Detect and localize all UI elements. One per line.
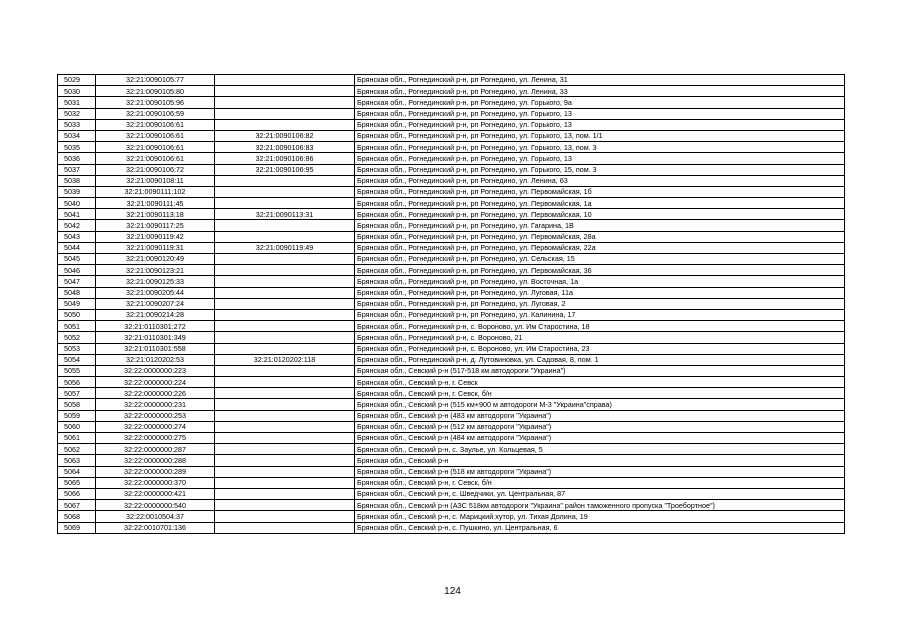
table-row [58,75,845,86]
related-cadastral-number-cell [215,175,355,186]
related-cadastral-number-cell [215,522,355,533]
related-cadastral-number-cell [215,276,355,287]
property-table [57,74,845,534]
related-cadastral-number-cell [215,119,355,130]
cadastral-number-cell: 32:22:0000000:288 [96,455,215,466]
address-cell: Брянская обл., Севский р-н (484 км автодороги "Украина") [355,433,845,444]
address-cell: Брянская обл., Рогнединский р-н, с. Вороново, 21 [355,332,845,343]
row-number-cell: 5050 [58,309,96,320]
address-cell: Брянская обл., Севский р-н (512 км автодороги "Украина") [355,421,845,432]
cadastral-number-cell: 32:22:0000000:231 [96,399,215,410]
row-number-cell: 5059 [58,410,96,421]
table-row [58,377,845,388]
row-number-cell: 5053 [58,343,96,354]
cadastral-number-cell: 32:21:0090106:72 [96,164,215,175]
address-cell: Брянская обл., Рогнединский р-н, д. Лутовиновка, ул. Садовая, 8, пом. 1 [355,354,845,365]
cadastral-number-cell: 32:22:0010701:136 [96,522,215,533]
cadastral-number-cell: 32:22:0000000:275 [96,433,215,444]
row-number-cell: 5035 [58,142,96,153]
related-cadastral-number-cell [215,108,355,119]
address-cell: Брянская обл., Рогнединский р-н, рп Рогнедино, ул. Первомайская, 22а [355,242,845,253]
table-row [58,276,845,287]
table-row [58,254,845,265]
related-cadastral-number-cell: 32:21:0090106:82 [215,130,355,141]
row-number-cell: 5045 [58,254,96,265]
address-cell: Брянская обл., Рогнединский р-н, рп Рогнедино, ул. Горького, 13 [355,119,845,130]
cadastral-number-cell: 32:22:0000000:289 [96,466,215,477]
table-row [58,466,845,477]
row-number-cell: 5067 [58,500,96,511]
related-cadastral-number-cell [215,500,355,511]
table-row [58,410,845,421]
address-cell: Брянская обл., Рогнединский р-н, рп Рогнедино, ул. Первомайская, 1а [355,198,845,209]
row-number-cell: 5055 [58,365,96,376]
related-cadastral-number-cell [215,97,355,108]
related-cadastral-number-cell [215,388,355,399]
table-row [58,198,845,209]
address-cell: Брянская обл., Севский р-н [355,455,845,466]
table-row [58,108,845,119]
address-cell: Брянская обл., Рогнединский р-н, рп Рогнедино, ул. Гагарина, 1В [355,220,845,231]
cadastral-number-cell: 32:21:0090125:33 [96,276,215,287]
address-cell: Брянская обл., Севский р-н (515 км+900 м автодороги М-3 "Украина"справа) [355,399,845,410]
address-cell: Брянская обл., Рогнединский р-н, с. Вороново, ул. Им Старостина, 18 [355,321,845,332]
address-cell: Брянская обл., Рогнединский р-н, рп Рогнедино, ул. Луговая, 2 [355,298,845,309]
address-cell: Брянская обл., Севский р-н, г. Севск, б/н [355,477,845,488]
related-cadastral-number-cell: 32:21:0090119:49 [215,242,355,253]
cadastral-number-cell: 32:21:0110301:349 [96,332,215,343]
cadastral-number-cell: 32:22:0000000:223 [96,365,215,376]
related-cadastral-number-cell [215,287,355,298]
address-cell: Брянская обл., Севский р-н, с. Шведчики, ул. Центральная, 87 [355,488,845,499]
related-cadastral-number-cell [215,186,355,197]
table-row [58,231,845,242]
table-row [58,186,845,197]
row-number-cell: 5062 [58,444,96,455]
table-row [58,500,845,511]
table-row [58,522,845,533]
row-number-cell: 5029 [58,75,96,86]
cadastral-number-cell: 32:21:0090106:59 [96,108,215,119]
table-row [58,242,845,253]
row-number-cell: 5069 [58,522,96,533]
cadastral-number-cell: 32:21:0090123:21 [96,265,215,276]
cadastral-number-cell: 32:21:0090119:42 [96,231,215,242]
page-number: 124 [444,586,461,597]
cadastral-number-cell: 32:21:0090119:31 [96,242,215,253]
address-cell: Брянская обл., Рогнединский р-н, рп Рогнедино, ул. Горького, 13 [355,108,845,119]
address-cell: Брянская обл., Севский р-н (483 км автодороги "Украина") [355,410,845,421]
cadastral-number-cell: 32:21:0090205:44 [96,287,215,298]
row-number-cell: 5054 [58,354,96,365]
related-cadastral-number-cell [215,265,355,276]
cadastral-number-cell: 32:21:0090106:61 [96,119,215,130]
cadastral-number-cell: 32:21:0090113:18 [96,209,215,220]
related-cadastral-number-cell [215,309,355,320]
row-number-cell: 5051 [58,321,96,332]
related-cadastral-number-cell [215,231,355,242]
table-row [58,298,845,309]
cadastral-number-cell: 32:21:0090111:45 [96,198,215,209]
cadastral-number-cell: 32:21:0090120:49 [96,254,215,265]
row-number-cell: 5060 [58,421,96,432]
table-row [58,209,845,220]
row-number-cell: 5033 [58,119,96,130]
cadastral-number-cell: 32:22:0000000:274 [96,421,215,432]
related-cadastral-number-cell: 32:21:0090106:86 [215,153,355,164]
cadastral-number-cell: 32:22:0010504:37 [96,511,215,522]
related-cadastral-number-cell [215,421,355,432]
cadastral-number-cell: 32:21:0090214:28 [96,309,215,320]
cadastral-number-cell: 32:21:0090111:102 [96,186,215,197]
related-cadastral-number-cell [215,466,355,477]
row-number-cell: 5037 [58,164,96,175]
cadastral-number-cell: 32:22:0000000:421 [96,488,215,499]
row-number-cell: 5047 [58,276,96,287]
table-row [58,399,845,410]
cadastral-number-cell: 32:21:0120202:53 [96,354,215,365]
row-number-cell: 5032 [58,108,96,119]
row-number-cell: 5058 [58,399,96,410]
table-row [58,130,845,141]
address-cell: Брянская обл., Рогнединский р-н, рп Рогнедино, ул. Ленина, 31 [355,75,845,86]
related-cadastral-number-cell [215,455,355,466]
related-cadastral-number-cell [215,410,355,421]
address-cell: Брянская обл., Севский р-н (518 км автодороги "Украина") [355,466,845,477]
related-cadastral-number-cell: 32:21:0120202:118 [215,354,355,365]
address-cell: Брянская обл., Рогнединский р-н, рп Рогнедино, ул. Горького, 9а [355,97,845,108]
row-number-cell: 5043 [58,231,96,242]
table-row [58,354,845,365]
property-table-body [58,75,845,534]
related-cadastral-number-cell [215,298,355,309]
row-number-cell: 5036 [58,153,96,164]
address-cell: Брянская обл., Рогнединский р-н, рп Рогнедино, ул. Первомайская, 1б [355,186,845,197]
address-cell: Брянская обл., Севский р-н, с. Заулье, ул. Кольцевая, 5 [355,444,845,455]
related-cadastral-number-cell [215,488,355,499]
row-number-cell: 5064 [58,466,96,477]
table-row [58,455,845,466]
related-cadastral-number-cell [215,511,355,522]
row-number-cell: 5031 [58,97,96,108]
cadastral-number-cell: 32:22:0000000:370 [96,477,215,488]
related-cadastral-number-cell [215,365,355,376]
table-row [58,175,845,186]
cadastral-number-cell: 32:21:0090207:24 [96,298,215,309]
row-number-cell: 5049 [58,298,96,309]
table-row [58,433,845,444]
table-row [58,477,845,488]
related-cadastral-number-cell [215,377,355,388]
cadastral-number-cell: 32:21:0110301:558 [96,343,215,354]
row-number-cell: 5063 [58,455,96,466]
table-row [58,153,845,164]
address-cell: Брянская обл., Рогнединский р-н, рп Рогнедино, ул. Восточная, 1а [355,276,845,287]
table-row [58,488,845,499]
row-number-cell: 5056 [58,377,96,388]
related-cadastral-number-cell [215,444,355,455]
cadastral-number-cell: 32:21:0090105:96 [96,97,215,108]
related-cadastral-number-cell: 32:21:0090113:31 [215,209,355,220]
row-number-cell: 5057 [58,388,96,399]
address-cell: Брянская обл., Рогнединский р-н, рп Рогнедино, ул. Калинина, 17 [355,309,845,320]
address-cell: Брянская обл., Севский р-н (АЗС 518км автодороги "Украина" район таможенного пропуска "Троебортное") [355,500,845,511]
address-cell: Брянская обл., Рогнединский р-н, рп Рогнедино, ул. Первомайская, 28а [355,231,845,242]
table-row [58,265,845,276]
table-row [58,97,845,108]
cadastral-number-cell: 32:21:0090106:61 [96,142,215,153]
address-cell: Брянская обл., Рогнединский р-н, рп Рогнедино, ул. Горького, 13, пом. 1/1 [355,130,845,141]
table-row [58,164,845,175]
address-cell: Брянская обл., Севский р-н, г. Севск, б/н [355,388,845,399]
address-cell: Брянская обл., Рогнединский р-н, рп Рогнедино, ул. Первомайская, 10 [355,209,845,220]
table-row [58,343,845,354]
row-number-cell: 5042 [58,220,96,231]
address-cell: Брянская обл., Рогнединский р-н, рп Рогнедино, ул. Горького, 13 [355,153,845,164]
row-number-cell: 5066 [58,488,96,499]
address-cell: Брянская обл., Севский р-н, с. Марицкий хутор, ул. Тихая Долина, 19 [355,511,845,522]
table-row [58,444,845,455]
related-cadastral-number-cell [215,86,355,97]
cadastral-number-cell: 32:21:0090105:77 [96,75,215,86]
cadastral-number-cell: 32:21:0110301:272 [96,321,215,332]
related-cadastral-number-cell [215,477,355,488]
row-number-cell: 5030 [58,86,96,97]
table-row [58,142,845,153]
related-cadastral-number-cell: 32:21:0090106:95 [215,164,355,175]
table-row [58,332,845,343]
table-row [58,365,845,376]
related-cadastral-number-cell [215,254,355,265]
row-number-cell: 5048 [58,287,96,298]
related-cadastral-number-cell [215,332,355,343]
cadastral-number-cell: 32:22:0000000:224 [96,377,215,388]
table-row [58,309,845,320]
row-number-cell: 5040 [58,198,96,209]
table-row [58,511,845,522]
table-row [58,421,845,432]
address-cell: Брянская обл., Рогнединский р-н, рп Рогнедино, ул. Горького, 15, пом. 3 [355,164,845,175]
cadastral-number-cell: 32:21:0090117:25 [96,220,215,231]
cadastral-number-cell: 32:22:0000000:540 [96,500,215,511]
row-number-cell: 5041 [58,209,96,220]
cadastral-number-cell: 32:21:0090106:61 [96,153,215,164]
related-cadastral-number-cell [215,75,355,86]
table-row [58,220,845,231]
related-cadastral-number-cell [215,198,355,209]
address-cell: Брянская обл., Рогнединский р-н, рп Рогнедино, ул. Первомайская, 36 [355,265,845,276]
related-cadastral-number-cell: 32:21:0090106:83 [215,142,355,153]
row-number-cell: 5039 [58,186,96,197]
address-cell: Брянская обл., Рогнединский р-н, рп Рогнедино, ул. Горького, 13, пом. 3 [355,142,845,153]
table-row [58,321,845,332]
row-number-cell: 5068 [58,511,96,522]
cadastral-number-cell: 32:22:0000000:226 [96,388,215,399]
address-cell: Брянская обл., Рогнединский р-н, рп Рогнедино, ул. Сельская, 15 [355,254,845,265]
related-cadastral-number-cell [215,399,355,410]
cadastral-number-cell: 32:22:0000000:287 [96,444,215,455]
address-cell: Брянская обл., Рогнединский р-н, рп Рогнедино, ул. Луговая, 11а [355,287,845,298]
address-cell: Брянская обл., Севский р-н (517-518 км автодороги "Украина") [355,365,845,376]
row-number-cell: 5065 [58,477,96,488]
row-number-cell: 5052 [58,332,96,343]
related-cadastral-number-cell [215,321,355,332]
address-cell: Брянская обл., Рогнединский р-н, рп Рогнедино, ул. Ленина, 33 [355,86,845,97]
address-cell: Брянская обл., Севский р-н, г. Севск [355,377,845,388]
table-row [58,86,845,97]
row-number-cell: 5038 [58,175,96,186]
row-number-cell: 5044 [58,242,96,253]
related-cadastral-number-cell [215,433,355,444]
cadastral-number-cell: 32:21:0090106:61 [96,130,215,141]
related-cadastral-number-cell [215,220,355,231]
related-cadastral-number-cell [215,343,355,354]
row-number-cell: 5046 [58,265,96,276]
table-row [58,287,845,298]
address-cell: Брянская обл., Рогнединский р-н, рп Рогнедино, ул. Ленина, 63 [355,175,845,186]
table-row [58,388,845,399]
cadastral-number-cell: 32:22:0000000:253 [96,410,215,421]
row-number-cell: 5034 [58,130,96,141]
address-cell: Брянская обл., Рогнединский р-н, с. Вороново, ул. Им Старостина, 23 [355,343,845,354]
address-cell: Брянская обл., Севский р-н, с. Пушкино, ул. Центральная, 6 [355,522,845,533]
cadastral-number-cell: 32:21:0090105:80 [96,86,215,97]
table-row [58,119,845,130]
row-number-cell: 5061 [58,433,96,444]
cadastral-number-cell: 32:21:0090108:11 [96,175,215,186]
